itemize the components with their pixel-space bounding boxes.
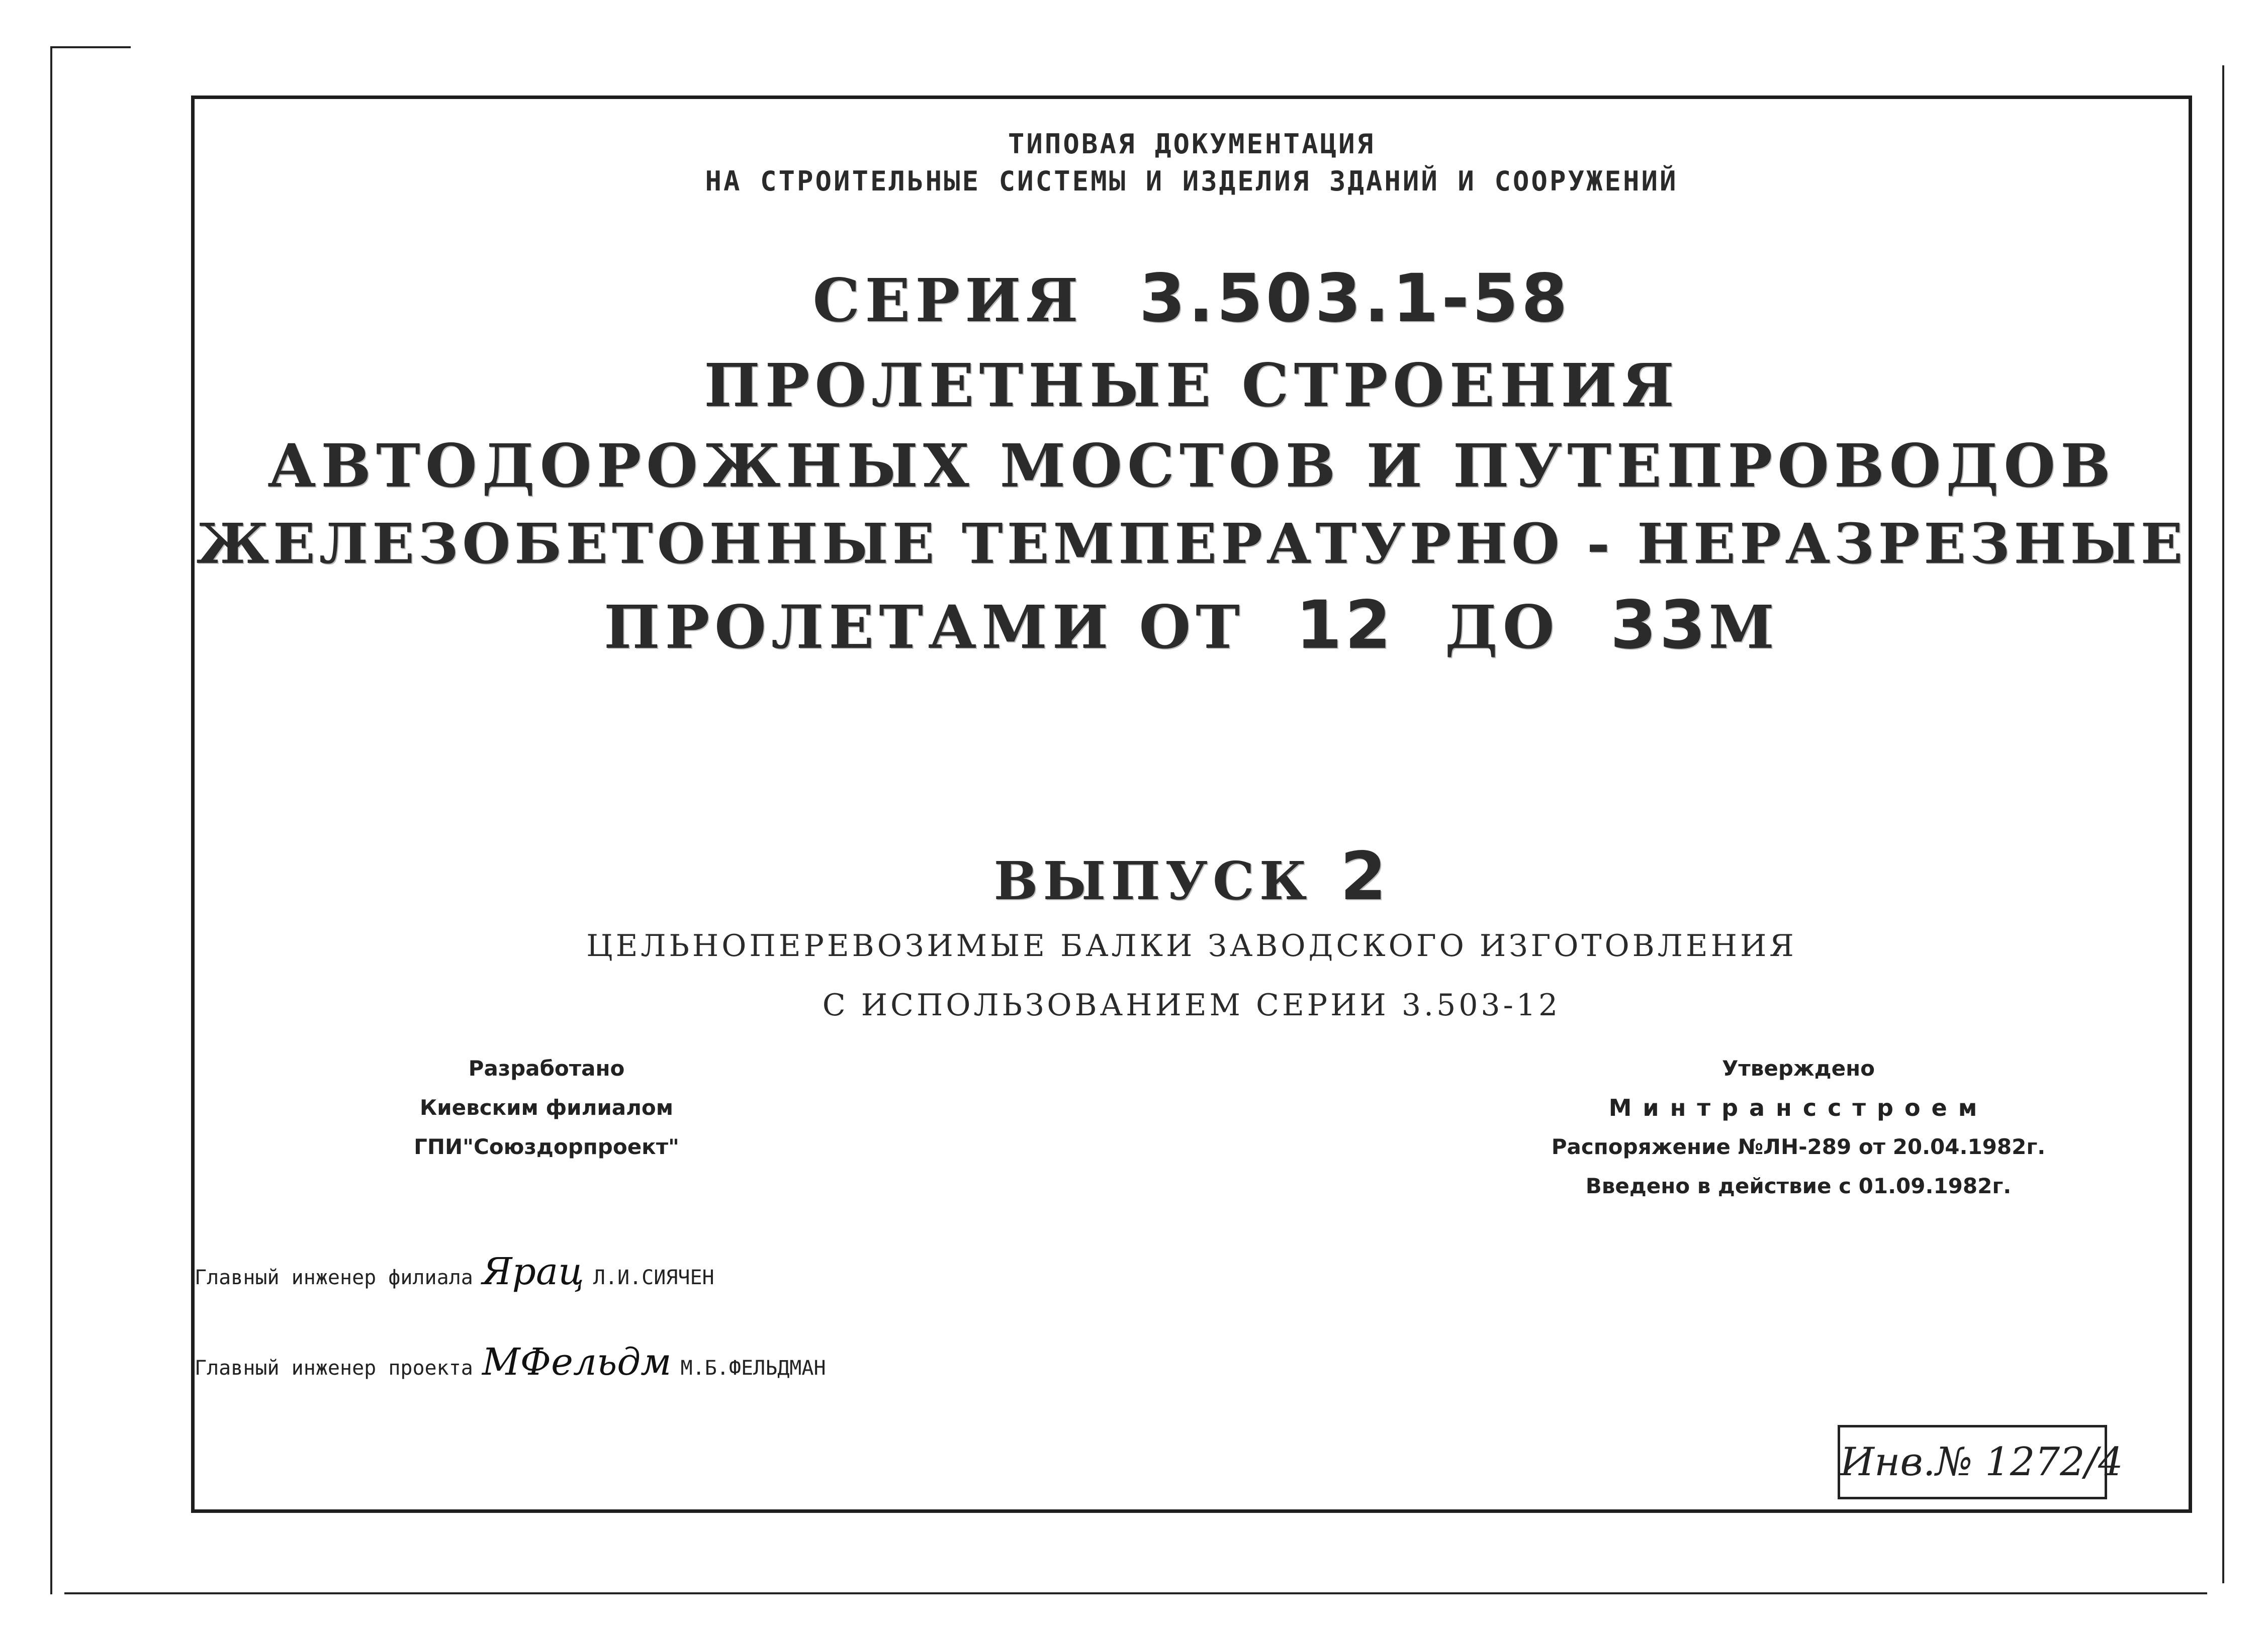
developed-line-1: Киевским филиалом — [419, 1095, 674, 1120]
title-line-3: ЖЕЛЕЗОБЕТОННЫЕ ТЕМПЕРАТУРНО - НЕРАЗРЕЗНЫЕ — [196, 511, 2187, 576]
series-number: 3.503.1-58 — [1139, 260, 1571, 337]
approved-line-3: Введено в действие с 01.09.1982г. — [1585, 1174, 2012, 1198]
handwritten-signature: МФельдм — [482, 1341, 672, 1384]
signature-role: Главный инженер проекта — [195, 1357, 473, 1380]
header-line-1: ТИПОВАЯ ДОКУМЕНТАЦИЯ — [1008, 128, 1376, 160]
developed-heading: Разработано — [468, 1056, 625, 1081]
span-to: 33 — [1610, 587, 1709, 664]
title-line-1: ПРОЛЕТНЫЕ СТРОЕНИЯ — [704, 350, 1679, 420]
signature-name: М.Б.ФЕЛЬДМАН — [680, 1357, 826, 1380]
developed-line-2: ГПИ"Союздорпроект" — [414, 1134, 679, 1159]
handwritten-signature: Ярац — [482, 1250, 584, 1293]
issue-line-1: ЦЕЛЬНОПЕРЕВОЗИМЫЕ БАЛКИ ЗАВОДСКОГО ИЗГОТОВЛЕНИЯ — [586, 928, 1797, 964]
outer-bottom-line — [64, 1592, 2207, 1594]
outer-left-line — [50, 46, 52, 1594]
signature-role: Главный инженер филиала — [195, 1266, 473, 1289]
span-from: 12 — [1296, 587, 1394, 664]
issue-number: 2 — [1340, 838, 1390, 915]
outer-right-line — [2222, 65, 2224, 1583]
title-line-2: АВТОДОРОЖНЫХ МОСТОВ И ПУТЕПРОВОДОВ — [267, 431, 2116, 501]
developed-block — [386, 1049, 707, 1167]
outer-top-line — [50, 46, 131, 48]
title-sheet-frame — [191, 95, 2192, 1513]
series-title — [195, 260, 2189, 337]
signature-row-1 — [195, 1250, 714, 1293]
issue-label: ВЫПУСК — [993, 850, 1312, 912]
signature-name: Л.И.СИЯЧЕН — [593, 1266, 714, 1289]
issue-line-2: С ИСПОЛЬЗОВАНИЕМ СЕРИИ 3.503-12 — [822, 988, 1561, 1023]
approved-block — [1472, 1049, 2125, 1206]
span-unit: М — [1708, 592, 1779, 662]
header-line-2: НА СТРОИТЕЛЬНЫЕ СИСТЕМЫ И ИЗДЕЛИЯ ЗДАНИЙ И СООРУЖЕНИЙ — [705, 165, 1678, 197]
span-mid: ДО — [1444, 592, 1560, 662]
approved-line-1: Минтрансстроем — [1608, 1094, 1988, 1121]
title-line-4 — [195, 587, 2189, 664]
issue-title — [195, 838, 2189, 915]
series-label: СЕРИЯ — [812, 265, 1083, 335]
approved-line-2: Распоряжение №ЛН-289 от 20.04.1982г. — [1551, 1134, 2046, 1159]
approved-heading: Утверждено — [1722, 1056, 1875, 1081]
span-prefix: ПРОЛЕТАМИ ОТ — [604, 592, 1245, 662]
signature-row-2 — [195, 1341, 826, 1384]
inventory-number-box: Инв.№ 1272/4 — [1838, 1425, 2107, 1499]
